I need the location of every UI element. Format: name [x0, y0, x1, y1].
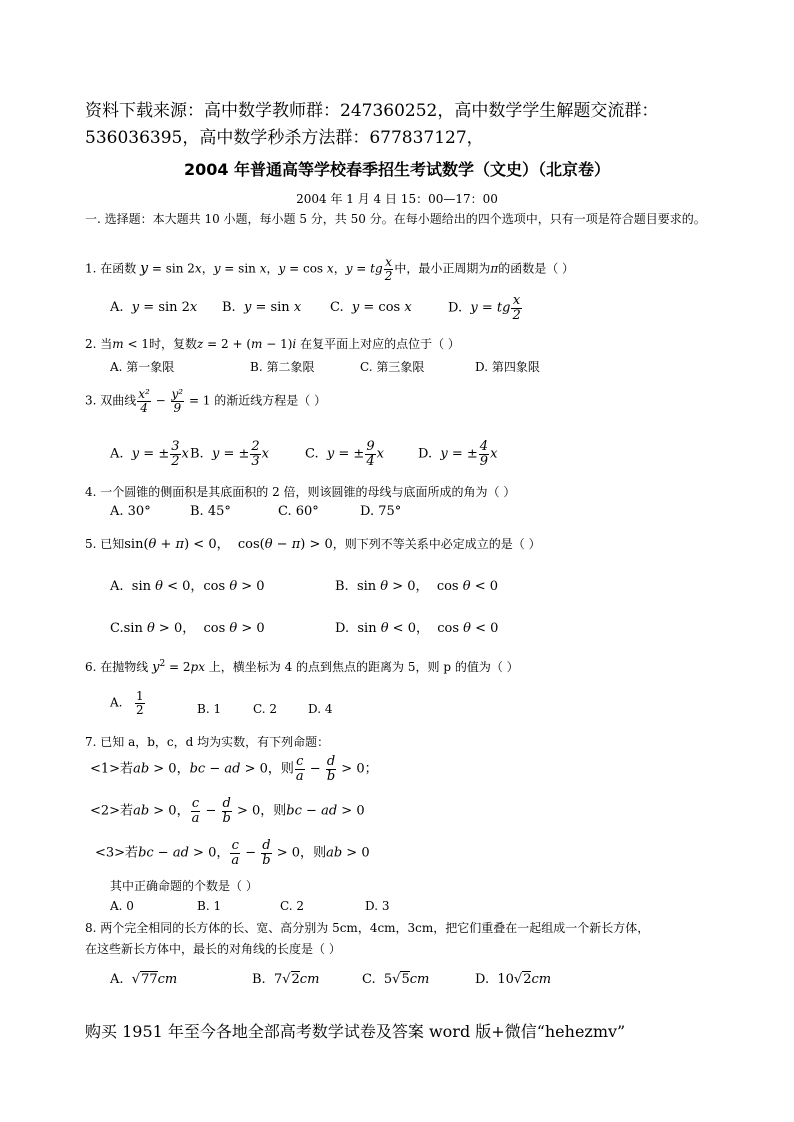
q1-option-c: C. y = cos x [330, 300, 412, 315]
q6-option-b: B. 1 [197, 702, 222, 716]
q8-option-c: C. 5√5cm [362, 972, 430, 987]
q2-option-a: A. 第一象限 [110, 360, 175, 374]
q1-text-post2: 的函数是（ ） [498, 261, 575, 276]
q3-option-b: B. y = ± $\frac{2}{3}$ x [190, 439, 269, 469]
q5-option-a: A. sin θ < 0，cos θ > 0 [110, 579, 265, 594]
q6-option-a: A. $\frac{1}{2}$ [110, 689, 144, 717]
q7-proposition-1: <1>若ab > 0，bc − ad > 0，则 $\frac{c}{a}$ − $\frac{d}{b}$ > 0； [90, 754, 378, 784]
question-4: 4. 一个圆锥的侧面积是其底面积的 2 倍，则该圆锥的母线与底面所成的角为（ ） [85, 485, 516, 499]
q7-proposition-3: <3>若bc − ad > 0， $\frac{c}{a}$ − $\frac{d}{b}$ > 0，则ab > 0 [95, 838, 370, 868]
question-2: 2. 当m < 1时，复数z = 2 + (m − 1)i 在复平面上对应的点位于（ ） [85, 337, 460, 351]
q1-number: 1. [85, 261, 97, 276]
q7-option-a: A. 0 [110, 899, 134, 913]
q5-option-d: D. sin θ < 0， cos θ < 0 [335, 621, 499, 636]
header-line-1: 资料下载来源：高中数学教师群：247360252，高中数学学生解题交流群： [85, 101, 659, 121]
q1-text-post: 中，最小正周期为 [394, 261, 491, 276]
q7-question: 其中正确命题的个数是（ ） [110, 879, 258, 893]
q5-option-c: C.sin θ > 0， cos θ > 0 [110, 621, 265, 636]
q1-option-d: D. y = tg $\frac{x}{2}$ [448, 293, 521, 323]
q2-option-b: B. 第二象限 [250, 360, 315, 374]
q4-option-b: B. 45° [190, 504, 231, 519]
question-3: 3. 双曲线 $\frac{\text{x²}}{4}$ − $\frac{\text{y²}}{9}$ = 1 的渐近线方程是（ ） [85, 387, 327, 415]
q4-option-d: D. 75° [360, 504, 402, 519]
q1-option-b: B. y = sin x [222, 300, 302, 315]
q8-option-b: B. 7√2cm [252, 972, 320, 987]
q5-option-b: B. sin θ > 0， cos θ < 0 [335, 579, 498, 594]
q7-option-b: B. 1 [197, 899, 222, 913]
exam-date: 2004 年 1 月 4 日 15：00—17：00 [296, 192, 498, 206]
q7-option-c: C. 2 [280, 899, 305, 913]
header-line-2: 536036395，高中数学秒杀方法群：677837127， [85, 128, 484, 148]
question-7: 7. 已知 a，b，c，d 均为实数，有下列命题： [85, 735, 330, 749]
page-title: 2004 年普通高等学校春季招生考试数学（文史）（北京卷） [183, 160, 611, 179]
question-8-line-1: 8. 两个完全相同的长方体的长、宽、高分别为 5cm，4cm，3cm，把它们重叠在一起组成一个新长方体， [85, 921, 650, 935]
q3-option-a: A. y = ± $\frac{3}{2}$ x [110, 439, 189, 469]
q4-option-a: A. 30° [110, 504, 151, 519]
q7-option-d: D. 3 [365, 899, 390, 913]
q8-option-a: A. √77cm [110, 972, 178, 987]
q1-text-pre: 在函数 [100, 261, 137, 276]
question-5: 5. 已知sin(θ + π) < 0， cos(θ − π) > 0，则下列不等关系中必定成立的是（ ） [85, 537, 541, 552]
question-6: 6. 在抛物线 $y^2 = 2px$ 上，横坐标为 4 的点到焦点的距离为 5，则 p 的值为（ ） [85, 659, 519, 675]
footer-promo: 购买 1951 年至今各地全部高考数学试卷及答案 word 版+微信“hehezmv” [85, 1022, 626, 1041]
q1-option-a: A. y = sin 2x [110, 300, 198, 315]
q2-option-d: D. 第四象限 [475, 360, 540, 374]
section-instructions: 一. 选择题：本大题共 10 小题，每小题 5 分，共 50 分。在每小题给出的四个选项中，只有一项是符合题目要求的。 [85, 212, 706, 226]
question-8-line-2: 在这些新长方体中，最长的对角线的长度是（ ） [85, 942, 341, 956]
q6-option-c: C. 2 [253, 702, 278, 716]
q3-option-d: D. y = ± $\frac{4}{9}$ x [418, 439, 498, 469]
q8-option-d: D. 10√2cm [475, 972, 552, 987]
q4-option-c: C. 60° [278, 504, 319, 519]
q3-option-c: C. y = ± $\frac{9}{4}$ x [305, 439, 384, 469]
q7-proposition-2: <2>若ab > 0， $\frac{c}{a}$ − $\frac{d}{b}$ > 0，则bc − ad > 0 [90, 796, 365, 826]
q2-option-c: C. 第三象限 [360, 360, 425, 374]
q6-option-d: D. 4 [308, 702, 333, 716]
question-1: 1. 在函数 y = sin 2x，y = sin x，y = cos x，y = tg $\frac{x}{2}$ 中，最小正周期为π的函数是（ ） [85, 255, 575, 283]
